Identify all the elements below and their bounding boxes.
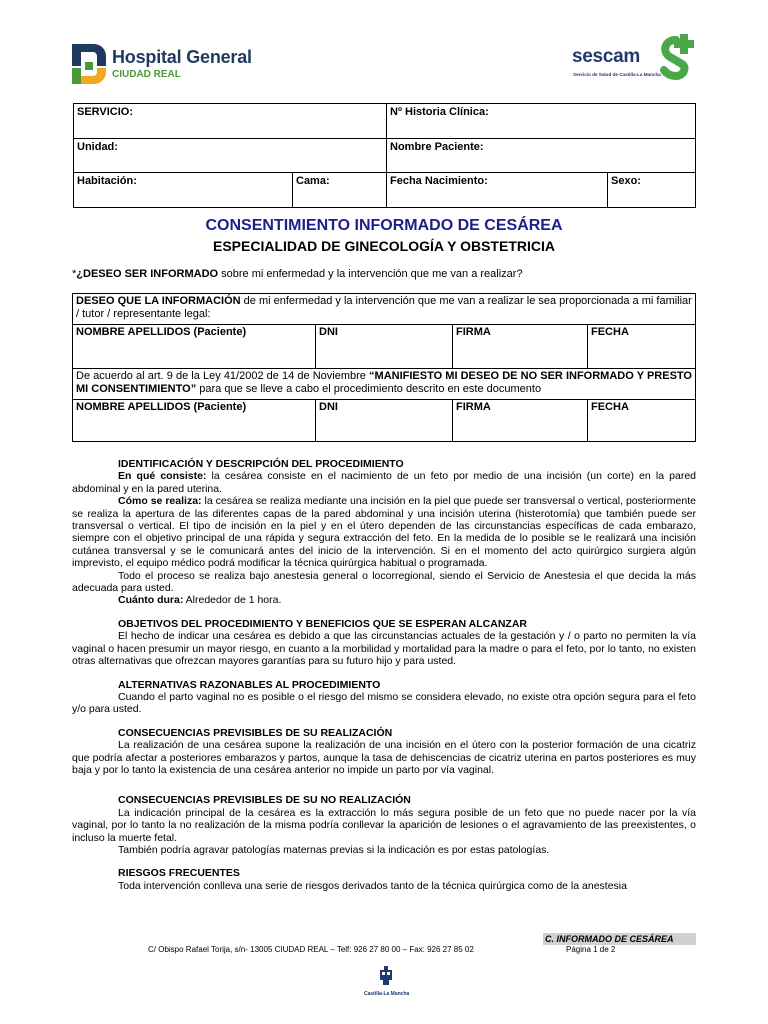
sexo-field[interactable]: Sexo: [608, 173, 696, 208]
fecha-nacimiento-field[interactable]: Fecha Nacimiento: [387, 173, 608, 208]
castilla-la-mancha-label: Castilla-La Mancha [364, 991, 410, 997]
document-title: CONSENTIMIENTO INFORMADO DE CESÁREA [205, 217, 563, 234]
footer-document-label: C. INFORMADO DE CESÁREA [543, 933, 696, 945]
section-heading: CONSECUENCIAS PREVISIBLES DE SU REALIZACIÓN [118, 726, 393, 739]
section-heading: ALTERNATIVAS RAZONABLES AL PROCEDIMIENTO [118, 678, 381, 691]
paragraph: Cuando el parto vaginal no es posible o el riesgo del mismo se considera elevado, no existe otra opción segura para el feto y/o para usted. [72, 690, 696, 716]
consent-no-info-row: De acuerdo al art. 9 de la Ley 41/2002 de 14 de Noviembre “MANIFIESTO MI DESEO DE NO SER INFORMADO Y PRESTO MI CONSENTIMIENTO” para que se lleve a cabo el procedimiento descrito en este documento [73, 369, 696, 400]
consent-family-row: DESEO QUE LA INFORMACIÓN de mi enfermedad y la intervención que me van a realizar le sea proporcionada a mi familiar / tutor / representante legal: [73, 294, 696, 325]
paragraph: La indicación principal de la cesárea es la extracción lo más segura posible de un feto que no puede nacer por la vía vaginal, por lo tanto la no realización de la misma podría conllevar la aparición de lesiones o el agravamiento de las preexistentes, o incluso la muerte fetal. [72, 806, 696, 844]
hospital-logo-icon [72, 42, 106, 86]
habitacion-field[interactable]: Habitación: [74, 173, 293, 208]
dni-2[interactable]: DNI [316, 400, 453, 442]
section-heading: RIESGOS FRECUENTES [118, 867, 240, 880]
paragraph: Todo el proceso se realiza bajo anestesia general o locorregional, siendo el Servicio de Anestesia el que decida la más adecuada para usted. [72, 569, 696, 595]
nombre-paciente-field[interactable]: Nombre Paciente: [387, 139, 696, 173]
section-heading: IDENTIFICACIÓN Y DESCRIPCIÓN DEL PROCEDIMIENTO [118, 458, 404, 470]
historia-field[interactable]: Nº Historia Clínica: [387, 104, 696, 139]
coat-of-arms-icon [379, 966, 393, 986]
firma-2[interactable]: FIRMA [453, 400, 588, 442]
castilla-la-mancha-logo [364, 966, 410, 998]
cama-field[interactable]: Cama: [293, 173, 387, 208]
sescam-logo [572, 34, 696, 88]
paragraph: También podría agravar patologías maternas previas si la indicación es por estas patologías. [118, 843, 550, 856]
paragraph: Cuánto dura: Alrededor de 1 hora. [118, 594, 282, 607]
hospital-name: Hospital General [112, 46, 252, 67]
page-number: Página 1 de 2 [566, 945, 616, 954]
paragraph: La realización de una cesárea supone la realización de una incisión en el útero con la posterior formación de una cicatriz que podría afectar a posteriores embarazos y partos, aunque la tasa de dehiscencias de cicatriz uterina en partos posteriores es muy baja y por lo tanto la existencia de una cesárea anterior no impide un parto por vía vaginal. [72, 739, 696, 776]
paragraph: Toda intervención conlleva una serie de riesgos derivados tanto de la técnica quirúrgica como de la anestesia [118, 879, 627, 892]
firma-1[interactable]: FIRMA [453, 325, 588, 369]
fecha-1[interactable]: FECHA [588, 325, 696, 369]
consent-table [72, 293, 696, 442]
sescam-tagline: Servicio de Salud de Castilla-La Mancha [573, 72, 661, 77]
deseo-question: *¿DESEO SER INFORMADO sobre mi enfermedad y la intervención que me van a realizar? [72, 268, 523, 280]
sescam-cross-icon [656, 34, 696, 88]
paragraph: En qué consiste: la cesárea consiste en el nacimiento de un feto por medio de una incisión (un corte) en la pared abdominal y en la pared uterina. [72, 470, 697, 495]
hospital-logo [72, 42, 252, 86]
hospital-city: CIUDAD REAL [112, 68, 181, 80]
patient-info-table [73, 103, 696, 208]
section-heading: OBJETIVOS DEL PROCEDIMIENTO Y BENEFICIOS QUE SE ESPERAN ALCANZAR [118, 617, 527, 630]
sescam-name: sescam [572, 46, 640, 67]
document-subtitle: ESPECIALIDAD DE GINECOLOGÍA Y OBSTETRICIA [212, 238, 555, 254]
unidad-field[interactable]: Unidad: [74, 139, 387, 173]
section-heading: CONSECUENCIAS PREVISIBLES DE SU NO REALIZACIÓN [118, 794, 411, 807]
servicio-field[interactable]: SERVICIO: [74, 104, 387, 139]
dni-1[interactable]: DNI [316, 325, 453, 369]
fecha-2[interactable]: FECHA [588, 400, 696, 442]
nombre-apellidos-1[interactable]: NOMBRE APELLIDOS (Paciente) [73, 325, 316, 369]
paragraph: Cómo se realiza: la cesárea se realiza mediante una incisión en la piel que puede ser transversal o vertical, posteriormente se realiza la apertura de las diferentes capas de la pared abdominal y una incisión uterina (histerotomía) que también puede ser transversal o vertical. El tipo de incisión en la piel y en el útero dependen de las circunstancias específicas de cada embarazo, siempre con el objetivo principal de una rápida y segura extracción del feto. En la medida de lo posible se le realizará una incisión cutánea transversal y se le comunicará antes del inicio de la intervención. Si en el momento del acto quirúrgico surgiera algún imprevisto, el equipo médico podrá modificar la técnica quirúrgica habitual o programada. [72, 495, 696, 570]
nombre-apellidos-2[interactable]: NOMBRE APELLIDOS (Paciente) [73, 400, 316, 442]
document-body [72, 458, 696, 892]
footer-address: C/ Obispo Rafael Torija, s/n- 13005 CIUDAD REAL – Telf: 926 27 80 00 – Fax: 926 27 85 02 [148, 945, 474, 954]
paragraph: El hecho de indicar una cesárea es debido a que las circunstancias actuales de la gestación y / o parto no permiten la vía vaginal o hacen presumir un mayor riesgo, en cuanto a la morbilidad y mortalidad para la madre o para el feto, por lo tanto, no existen otras alternativas que ofrezcan mayores garantías para su futuro hijo y para usted. [72, 630, 696, 668]
